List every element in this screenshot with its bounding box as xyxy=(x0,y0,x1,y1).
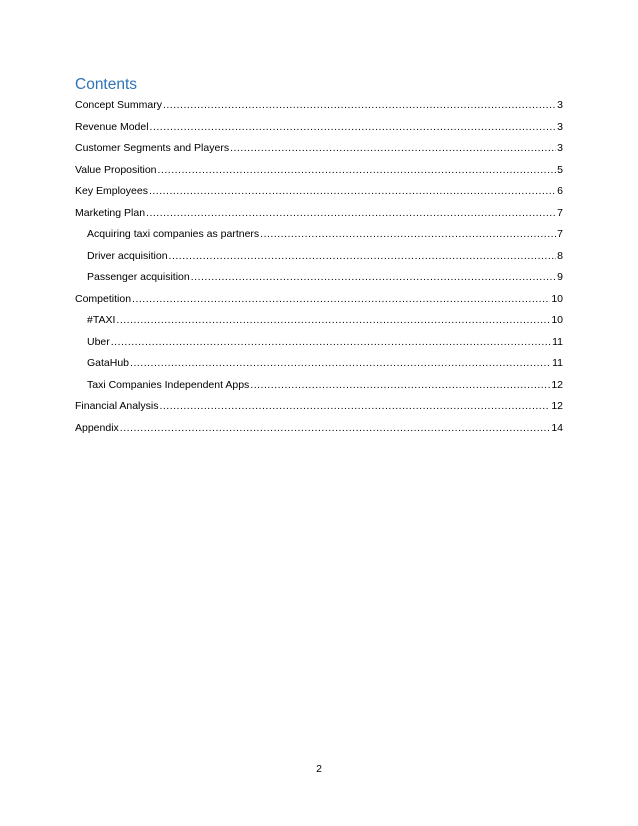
toc-dot-leader xyxy=(120,418,551,440)
toc-entry-page-number: 10 xyxy=(551,314,563,326)
toc-dot-leader xyxy=(250,375,550,397)
toc-entry[interactable] xyxy=(75,160,563,182)
toc-entry-title: Driver acquisition xyxy=(87,249,168,262)
toc-entry-title: Revenue Model xyxy=(75,120,149,133)
toc-entry[interactable] xyxy=(75,224,563,246)
page-number: 2 xyxy=(316,763,322,775)
toc-entry[interactable] xyxy=(75,138,563,160)
toc-dot-leader xyxy=(111,332,551,354)
toc-entry-title: Taxi Companies Independent Apps xyxy=(87,378,250,391)
toc-entry-title: Uber xyxy=(87,335,110,348)
toc-entry-page-number: 3 xyxy=(557,99,563,111)
toc-dot-leader xyxy=(159,396,550,418)
toc-dot-leader xyxy=(163,95,556,117)
toc-dot-leader xyxy=(132,289,550,311)
toc-entry-title: Appendix xyxy=(75,421,119,434)
toc-entry-title: Marketing Plan xyxy=(75,206,146,219)
toc-entry-title: Passenger acquisition xyxy=(87,271,190,283)
toc-entry-page-number: 11 xyxy=(552,357,563,369)
toc-entry[interactable] xyxy=(75,267,563,289)
toc-entry[interactable] xyxy=(75,289,563,311)
toc-entry-title: GataHub xyxy=(87,357,130,369)
toc-entry-page-number: 7 xyxy=(557,206,563,219)
toc-entry[interactable] xyxy=(75,353,563,375)
toc-entry-title: Competition xyxy=(75,292,132,305)
toc-entry-page-number: 10 xyxy=(551,292,563,305)
toc-entry[interactable] xyxy=(75,181,563,203)
toc-entry[interactable] xyxy=(75,117,563,139)
toc-entry-title: Financial Analysis xyxy=(75,400,159,412)
toc-entry-title: #TAXI xyxy=(87,314,116,326)
toc-entry[interactable] xyxy=(75,246,563,268)
toc-entry[interactable] xyxy=(75,310,563,332)
toc-entry-title: Acquiring taxi companies as partners xyxy=(87,228,260,240)
toc-entry-page-number: 11 xyxy=(552,335,563,348)
toc-entry-page-number: 3 xyxy=(557,120,563,133)
toc-entry-page-number: 12 xyxy=(551,378,563,391)
toc-entry[interactable] xyxy=(75,95,563,117)
toc-entry-title: Value Proposition xyxy=(75,163,157,176)
toc-entry[interactable] xyxy=(75,203,563,225)
toc-dot-leader xyxy=(230,138,556,160)
toc-entry-page-number: 6 xyxy=(557,185,563,197)
toc-dot-leader xyxy=(150,117,557,139)
toc-dot-leader xyxy=(116,310,550,332)
toc-dot-leader xyxy=(146,203,556,225)
toc-entry-title: Concept Summary xyxy=(75,99,162,111)
toc-entry[interactable] xyxy=(75,396,563,418)
toc-entry-page-number: 14 xyxy=(551,421,563,434)
toc-entry[interactable] xyxy=(75,418,563,440)
toc-dot-leader xyxy=(260,224,556,246)
toc-dot-leader xyxy=(169,246,557,268)
toc-dot-leader xyxy=(191,267,556,289)
toc-dot-leader xyxy=(130,353,551,375)
toc-entry-page-number: 5 xyxy=(557,163,563,176)
toc-entry-page-number: 9 xyxy=(557,271,563,283)
toc-entry[interactable] xyxy=(75,332,563,354)
toc-list xyxy=(75,95,563,439)
toc-entry-page-number: 7 xyxy=(557,228,563,240)
toc-entry-page-number: 12 xyxy=(551,400,563,412)
toc-heading: Contents xyxy=(75,76,138,93)
toc-dot-leader xyxy=(149,181,556,203)
toc-dot-leader xyxy=(158,160,557,182)
toc-entry-page-number: 8 xyxy=(557,249,563,262)
toc-entry-page-number: 3 xyxy=(557,142,563,154)
toc-entry[interactable] xyxy=(75,375,563,397)
toc-entry-title: Customer Segments and Players xyxy=(75,142,230,154)
toc-entry-title: Key Employees xyxy=(75,185,148,197)
